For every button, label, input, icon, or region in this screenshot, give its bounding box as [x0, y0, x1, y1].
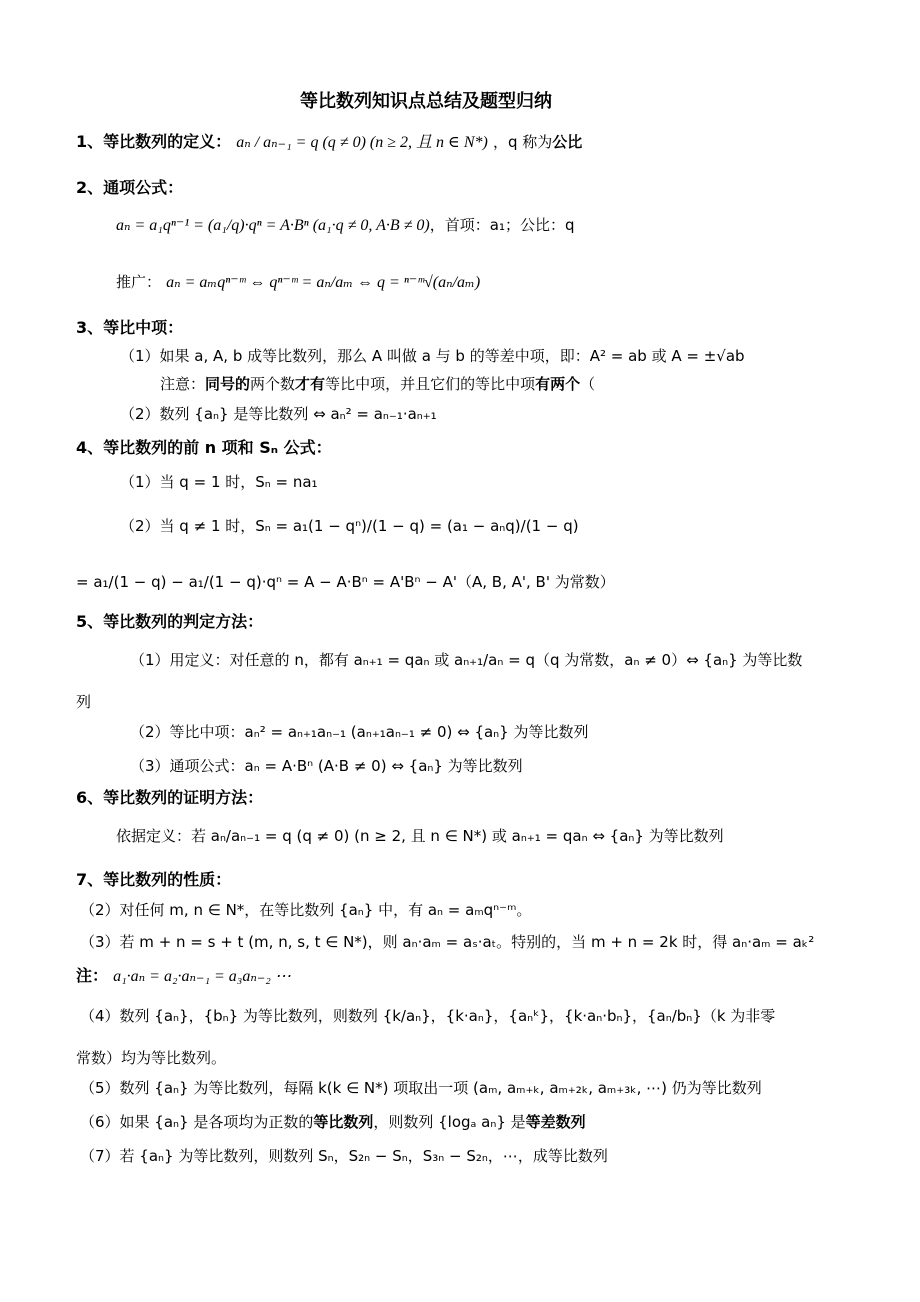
property-6	[80, 1112, 586, 1132]
note-label: 注意：	[160, 375, 206, 393]
property-note-label: 注：	[76, 966, 109, 985]
general-term-formula: aₙ = a₁qⁿ⁻¹ = (a₁/q)·qⁿ = A·Bⁿ (a₁·q ≠ 0, A·B ≠ 0)	[116, 217, 430, 234]
definition-suffix: ，q 称为	[492, 133, 553, 151]
sum-case-q-equals-1: （1）当 q = 1 时，Sₙ = na₁	[120, 473, 318, 491]
property-2: （2）对任何 m, n ∈ N*，在等比数列 {aₙ} 中，有 aₙ = aₘqⁿ⁻ᵐ。	[80, 901, 532, 919]
note-same-sign: 同号的	[205, 375, 251, 393]
section-4-heading: 4、等比数列的前 n 项和 Sₙ 公式：	[76, 438, 332, 457]
section-7-heading: 7、等比数列的性质：	[76, 870, 232, 889]
section-1-definition	[76, 132, 582, 153]
property-6-arithmetic: 等差数列	[525, 1113, 586, 1131]
property-6-c: ，则数列 {logₐ aₙ} 是	[373, 1113, 526, 1131]
section-3-heading: 3、等比中项：	[76, 318, 184, 337]
note-middle: 等比中项，并且它们的等比中项	[325, 375, 536, 393]
proof-by-definition: 依据定义：若 aₙ/aₙ₋₁ = q (q ≠ 0) (n ≥ 2, 且 n ∈ N*) 或 aₙ₊₁ = qaₙ ⇔ {aₙ} 为等比数列	[116, 827, 724, 845]
sum-expansion: = a₁/(1 − q) − a₁/(1 − q)·qⁿ = A − A·Bⁿ = A'Bⁿ − A'（A, B, A', B' 为常数）	[76, 573, 615, 591]
note-two-numbers: 两个数	[250, 375, 296, 393]
definition-formula: aₙ / aₙ₋₁ = q (q ≠ 0) (n ≥ 2, 且 n ∈ N*)	[236, 134, 488, 151]
extension-formula: aₙ = aₘqⁿ⁻ᵐ ⇔ qⁿ⁻ᵐ = aₙ/aₘ ⇔ q = ⁿ⁻ᵐ√(aₙ/aₘ)	[166, 274, 481, 291]
property-7: （7）若 {aₙ} 为等比数列，则数列 Sₙ，S₂ₙ − Sₙ，S₃ₙ − S₂ₙ，⋯，成等比数列	[80, 1147, 608, 1165]
extension-label: 推广：	[116, 273, 162, 291]
property-3: （3）若 m + n = s + t (m, n, s, t ∈ N*)，则 aₙ·aₘ = aₛ·aₜ。特别的，当 m + n = 2k 时，得 aₙ·aₘ = aₖ²	[80, 933, 815, 951]
general-term-line	[116, 215, 575, 236]
criterion-by-definition: （1）用定义：对任意的 n，都有 aₙ₊₁ = qaₙ 或 aₙ₊₁/aₙ = q（q 为常数，aₙ ≠ 0）⇔ {aₙ} 为等比数	[130, 651, 803, 669]
criterion-by-definition-wrap: 列	[76, 693, 92, 711]
note-open-paren: （	[580, 375, 596, 393]
criterion-by-general-term: （3）通项公式：aₙ = A·Bⁿ (A·B ≠ 0) ⇔ {aₙ} 为等比数列	[130, 757, 523, 775]
general-term-tail: ，首项：a₁；公比：q	[429, 216, 575, 234]
geometric-mean-item-2: （2）数列 {aₙ} 是等比数列 ⇔ aₙ² = aₙ₋₁·aₙ₊₁	[120, 405, 437, 423]
criterion-by-mean: （2）等比中项：aₙ² = aₙ₊₁aₙ₋₁ (aₙ₊₁aₙ₋₁ ≠ 0) ⇔ {aₙ} 为等比数列	[130, 723, 589, 741]
geometric-mean-item-1: （1）如果 a, A, b 成等比数列，那么 A 叫做 a 与 b 的等差中项，即：A² = ab 或 A = ±√ab	[120, 347, 745, 365]
section-1-heading: 1、等比数列的定义：	[76, 132, 232, 151]
property-4-wrap: 常数）均为等比数列。	[76, 1049, 227, 1067]
geometric-mean-note	[160, 374, 595, 394]
section-5-heading: 5、等比数列的判定方法：	[76, 612, 264, 631]
property-4: （4）数列 {aₙ}，{bₙ} 为等比数列，则数列 {k/aₙ}，{k·aₙ}，{aₙᵏ}，{k·aₙ·bₙ}，{aₙ/bₙ}（k 为非零	[80, 1007, 776, 1025]
note-two-values: 有两个	[535, 375, 581, 393]
property-5: （5）数列 {aₙ} 为等比数列，每隔 k(k ∈ N*) 项取出一项 (aₘ, aₘ₊ₖ, aₘ₊₂ₖ, aₘ₊₃ₖ, ⋯) 仍为等比数列	[80, 1079, 762, 1097]
property-6-geometric: 等比数列	[313, 1113, 374, 1131]
extension-line	[116, 272, 480, 293]
sum-case-q-not-1: （2）当 q ≠ 1 时，Sₙ = a₁(1 − qⁿ)/(1 − q) = (a₁ − aₙq)/(1 − q)	[120, 517, 579, 535]
section-6-heading: 6、等比数列的证明方法：	[76, 788, 264, 807]
note-only-then: 才有	[295, 375, 326, 393]
property-note-formula: a₁·aₙ = a₂·aₙ₋₁ = a₃aₙ₋₂ ⋯	[113, 968, 291, 985]
section-2-heading: 2、通项公式：	[76, 178, 184, 197]
property-3-note	[76, 966, 291, 987]
page-title: 等比数列知识点总结及题型归纳	[300, 91, 552, 112]
property-6-a: （6）如果 {aₙ} 是各项均为正数的	[80, 1113, 314, 1131]
common-ratio-term: 公比	[552, 133, 583, 151]
